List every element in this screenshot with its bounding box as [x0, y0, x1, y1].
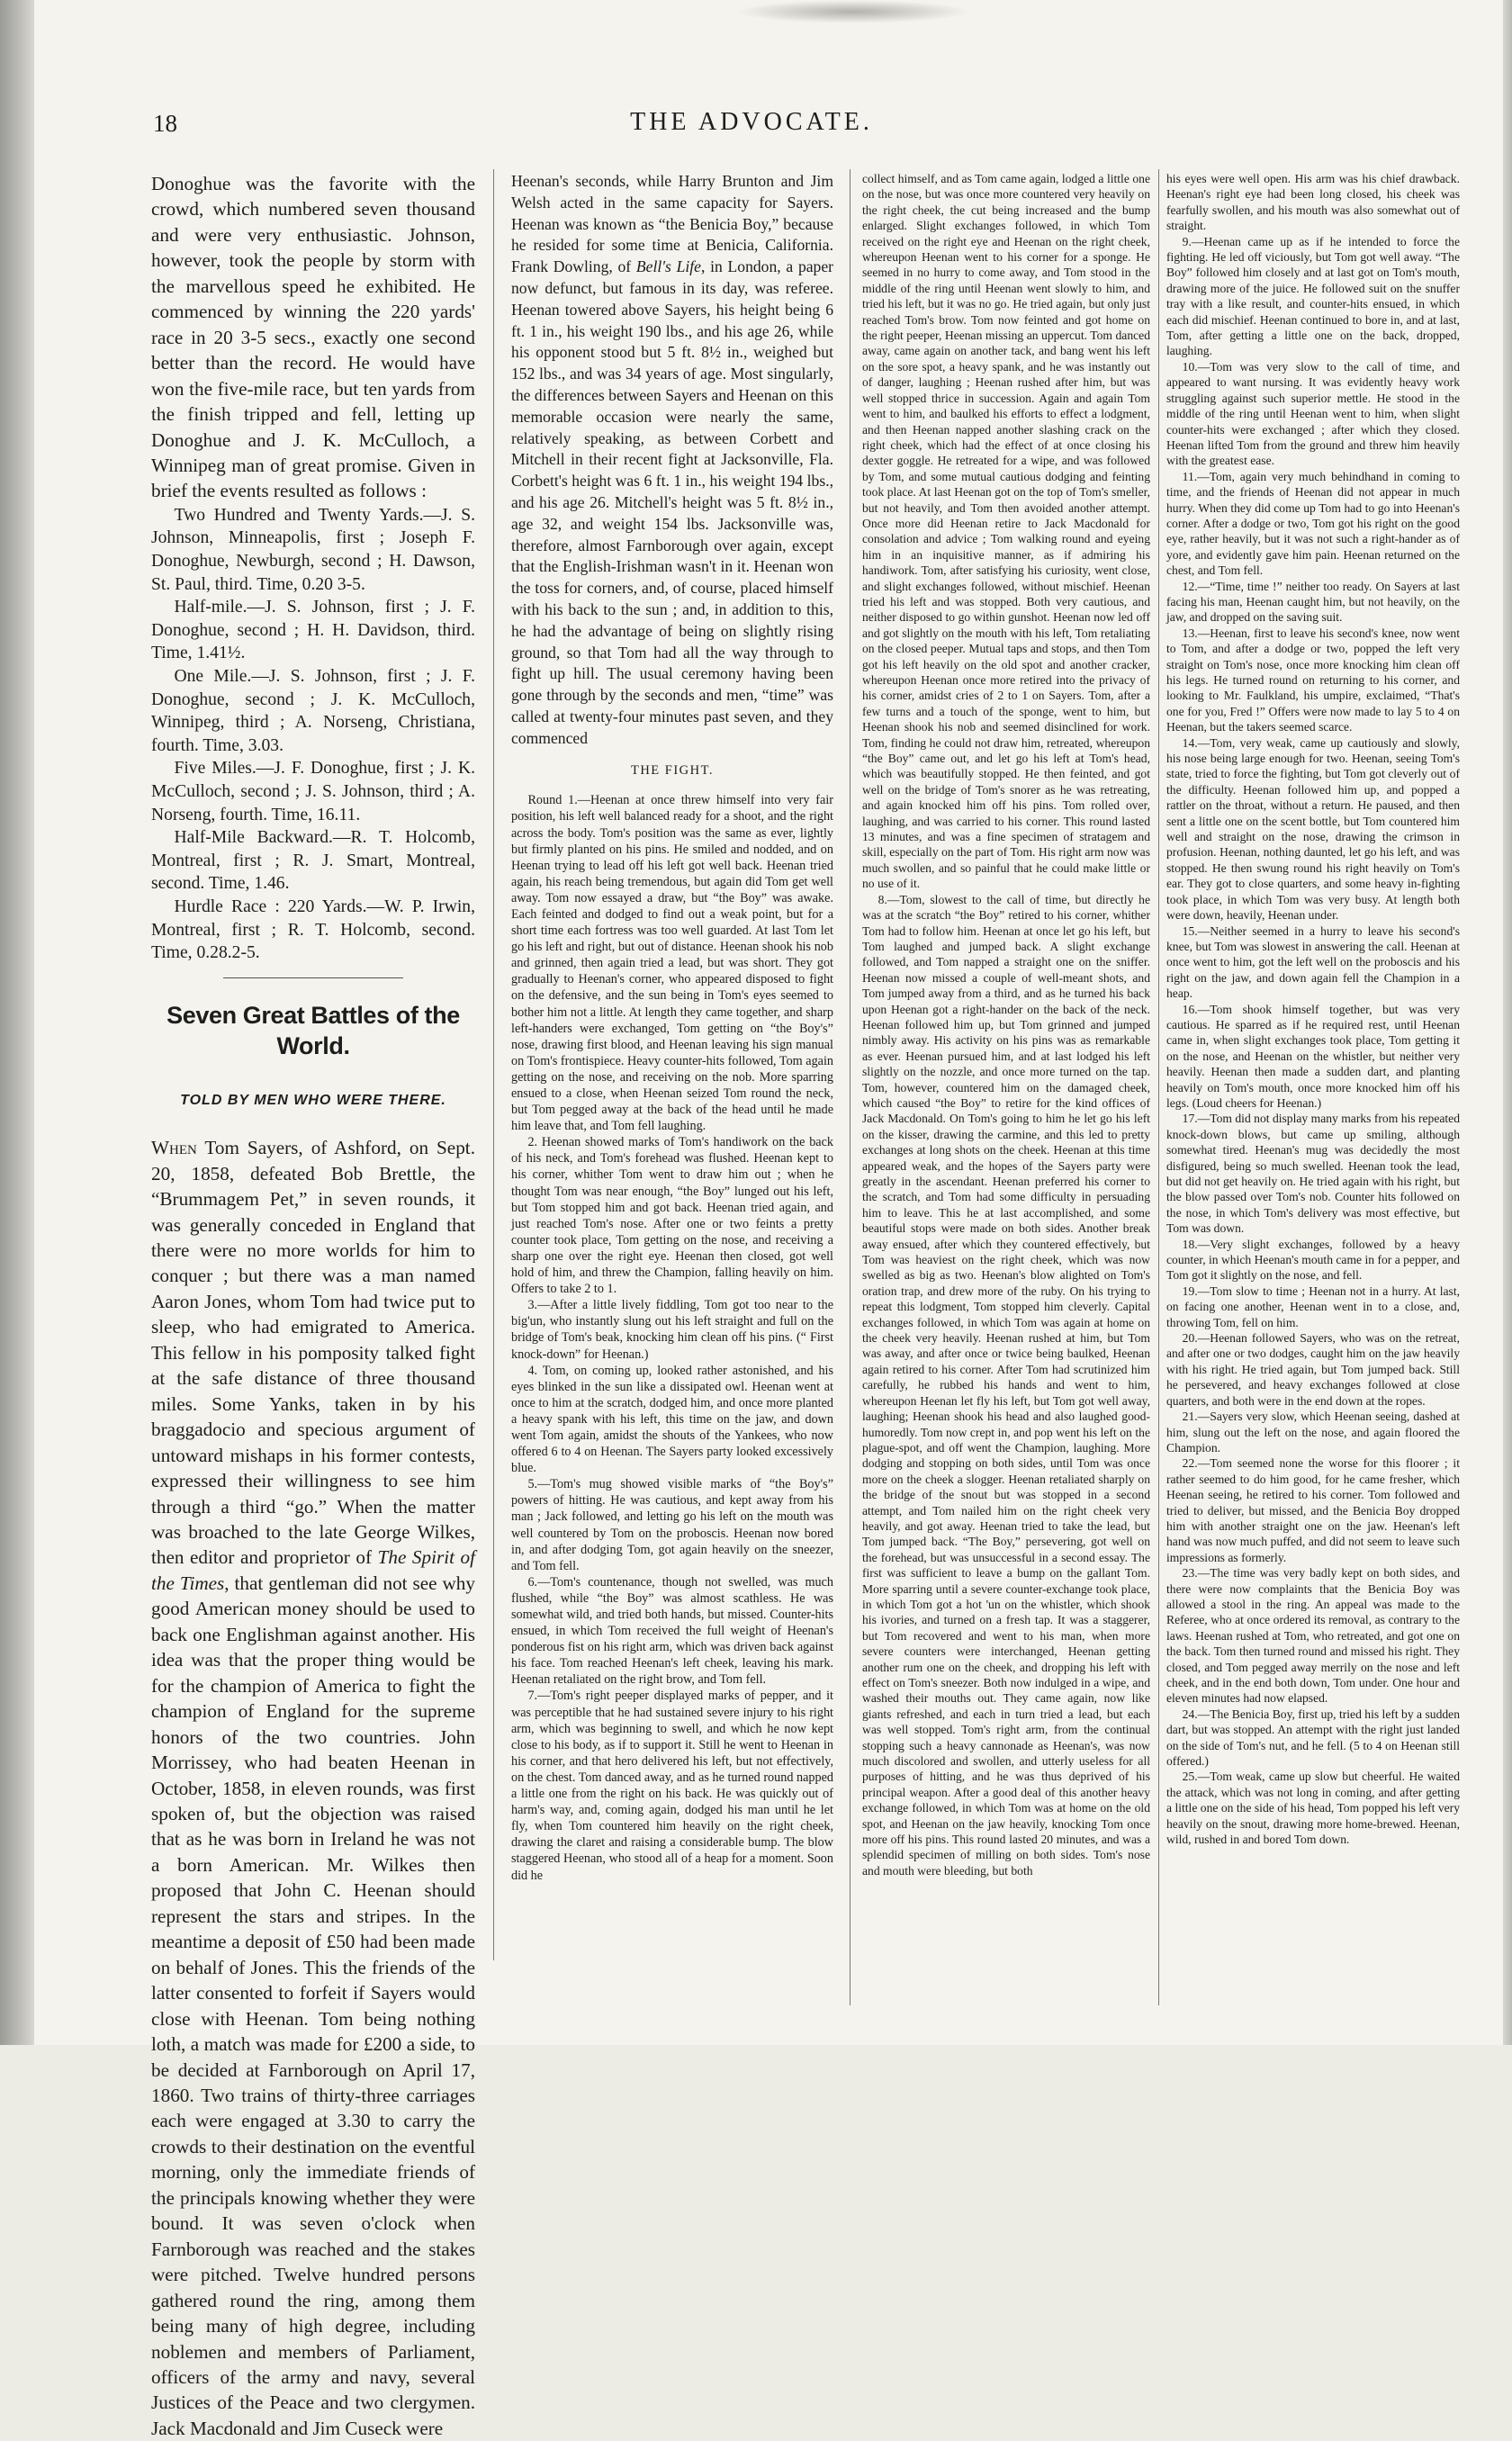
rounds-block — [511, 792, 833, 1883]
round-paragraph: 4. Tom, on coming up, looked rather astonished, and his eyes blinked in the sun like a dissipated owl. Heenan went at once to him at the scratch, dodged him, and once more planted a heavy spank with his left, this time on the jaw, and down went Tom again, amidst the shouts of the Yankees, who now offered 6 to 4 on Heenan. The Sayers party looked excessively blue. — [511, 1363, 833, 1476]
column-2 — [511, 171, 833, 2016]
binding-shadow — [0, 0, 34, 2045]
round-paragraph: 11.—Tom, again very much behindhand in coming to time, and the friends of Heenan did not appear in much hurry. When they did come up Tom had to go into Heenan's corner. After a dodge or two, Tom got his right on the good eye, rather heavily, but it was not such a right-hander as of yore, and evidently gave him pain. Heenan returned on the chest, and Tom fell. — [1166, 469, 1460, 578]
column-3 — [862, 171, 1150, 2016]
round-paragraph: 24.—The Benicia Boy, first up, tried his left by a sudden dart, but was stopped. An attempt with the right just landed on the side of Tom's nut, and he fell. (5 to 4 on Heenan still offered.) — [1166, 1707, 1460, 1769]
article-headline: Seven Great Battles of the World. — [166, 1001, 460, 1059]
round-paragraph: Round 1.—Heenan at once threw himself into very fair position, his left well balanced ready for a shoot, and the right across the body. Tom's position was the same as ever, lightly but firmly planted on his pins. He smiled and nodded, and on Heenan trying to lead off his left got well back. Heenan tried again, his reach being tremendous, but again did Tom get well away. Tom now essayed a draw, but “the Boy” was awake. Each feinted and dodged to find out a weak point, but for a short time each fortress was too well guarded. At last Tom let go his left and right, but out of distance. Heenan shook his nob and grinned, then again tried a lead, but was short. They got gradually to Heenan's corner, who appeared disposed to fight on the defensive, and the sun being in Tom's eyes seemed to bother him not a little. At length they came together, and sharp left-handers were exchanged, Tom getting on “the Boy's” nose, drawing first blood, and Heenan leaving his sign manual on Tom's frontispiece. Heavy counter-hits followed, Tom again getting on the nose, and receiving on the nob. More sparring ensued to a close, when Heenan seized Tom round the neck, but Tom pegged away at the back of the head until he made him leave that, and Tom fell laughing. — [511, 793, 833, 1134]
result-entry: Half-Mile Backward.—R. T. Holcomb, Montreal, first ; R. J. Smart, Montreal, second. Time, 1.46. — [151, 828, 475, 894]
round-paragraph: 15.—Neither seemed in a hurry to leave his second's knee, but Tom was slowest in answering the call. Heenan at once went to him, got the left well on the proboscis and his right on the jaw, and down again fell the Champion in a heap. — [1166, 923, 1460, 1001]
running-title: THE ADVOCATE. — [630, 108, 873, 136]
round-paragraph: 25.—Tom weak, came up slow but cheerful. He waited the attack, which was not long in coming, and after getting a little one on the side of his head, Tom popped his left very heavily on the snout, drawing more home-brewed. Heenan, wild, rushed in and bored Tom down. — [1166, 1770, 1460, 1847]
intro-text-continued: , in London, a paper now defunct, but famous in its day, was referee. Heenan towered above Sayers, his height being 6 ft. 1 in., his weight 190 lbs., and his age 26, while his opponent stood but 5 ft. 8½ in., weighed but 152 lbs., and was 34 years of age. Most singularly, the differences between Sayers and Heenan on this memorable occasion were nearly the same, relatively speaking, as between Corbett and Mitchell in their recent fight at Jacksonville, Fla. Corbett's height was 6 ft. 1 in., his weight 194 lbs., and his age 26. Mitchell's height was 5 ft. 8½ in., age 32, and weight 154 lbs. Jacksonville was, therefore, almost Farnborough over again, except that the English-Irishman wasn't in it. Heenan won the toss for corners, and, of course, placed himself with his back to the sun ; and, in addition to this, he had the advantage of being on slightly rising ground, so that Tom had all the way through to fight up hill. The usual ceremony having been gone through by the seconds and men, “time” was called at twenty-four minutes past seven, and they commenced — [511, 257, 834, 747]
result-entry: Hurdle Race : 220 Yards.—W. P. Irwin, Montreal, first ; R. T. Holcomb, second. Time, 0.28.2-5. — [151, 896, 475, 963]
round-paragraph: 5.—Tom's mug showed visible marks of “the Boy's” powers of hitting. He was cautious, and kept away from his man ; Jack followed, and letting go his left on the mouth was well countered by Tom on the proboscis. Heenan now bored in, and after dodging Tom, got again heavily on the sneezer, and Tom fell. — [511, 1477, 833, 1573]
article-paragraph — [511, 171, 833, 750]
page-number: 18 — [153, 110, 177, 137]
round-paragraph: 9.—Heenan came up as if he intended to force the fighting. He led off viciously, but Tom got well away. “The Boy” followed him closely and at last got on Tom's mouth, drawing more of the juice. He followed suit on the snuffer tray with a like result, and counter-hits ensued, in which each did mischief. Heenan continued to bore in, and at last, Tom, after getting a little one on the back, dropped, laughing. — [1166, 234, 1460, 358]
round-paragraph: 7.—Tom's right peeper displayed marks of pepper, and it was perceptible that he had sustained severe injury to his right arm, which was beginning to swell, and which he now kept close to his body, as if to support it. Still he went to Heenan in his corner, and that hero delivered his left, but not effectively, on the chest. Tom danced away, and as he turned round napped a little one from the right on his back. He was quickly out of harm's way, and, coming again, dodged his man until he let fly, when Tom countered him heavily on the right cheek, drawing the claret and raising a considerable bump. The blow staggered Heenan, who stood all of a heap for a moment. Soon did he — [511, 1689, 833, 1883]
round-paragraph: his eyes were well open. His arm was his chief drawback. Heenan's right eye had been long closed, his cheek was fearfully swollen, and his mouth was also somewhat out of straight. — [1166, 172, 1460, 233]
round-paragraph: 14.—Tom, very weak, came up cautiously and slowly, his nose being large enough for two. Heenan, seeing Tom's state, tried to force the fighting, but Tom got cleverly out of the difficulty. Heenan followed him up, and popped a rattler on the throat, without a return. He paused, and then sent a little one on the scent bottle, but Tom countered him well and straight on the nose, drawing the crimson in profusion. Heenan, nothing daunted, let go his left, and was stopped. He then swung round his right heavily on Tom's ear. They got to close quarters, and some heavy in-fighting took place, in which Tom was very busy. At length both were down, heavily, Heenan under. — [1166, 735, 1460, 923]
round-paragraph: 3.—After a little lively fiddling, Tom got too near to the big'un, who instantly slung out his left straight and full on the bridge of Tom's beak, knocking him clean off his pins. (“ First knock-down” for Heenan.) — [511, 1298, 833, 1362]
round-paragraph: 23.—The time was very badly kept on both sides, and there were now complaints that the Benicia Boy was allowed a stool in the ring. An appeal was made to the Referee, who at once ordered its removal, as contrary to the laws. Heenan rushed at Tom, who retreated, and got one on the back. Tom then turned round and missed his right. They closed, and Tom pegged away merrily on the nose and left cheek, and in the end both down, Tom under. One hour and eleven minutes had now elapsed. — [1166, 1566, 1460, 1706]
publication-title: The Spirit of the Times — [151, 1546, 475, 1594]
column-rule — [493, 169, 494, 1960]
round-paragraph: 6.—Tom's countenance, though not swelled, was much flushed, while “the Boy” was almost scathless. He was somewhat wild, and tried both hands, but missed. Counter-hits ensued, in which Tom received the full weight of Heenan's ponderous fist on his right arm, which was driven back against his face. Tom reached Heenan's left cheek, leaving his mark. Heenan retaliated on the right brow, and Tom fell. — [511, 1574, 833, 1688]
round-paragraph: collect himself, and as Tom came again, lodged a little one on the nose, but was once more countered very heavily on the right cheek, the cut being increased and the bump enlarged. Slight exchanges followed, in which Tom received on the right eye and Heenan on the right cheek, whereupon Heenan went to his corner for a sponge. He seemed in no hurry to come away, and Tom stood in the middle of the ring until Heenan went slowly to him, and tried his left, but it was no go. He tried again, but only just reached Tom's brow. Tom now feinted and got home on the right peeper, Heenan missing an uppercut. Tom danced away, came again on another tack, and bang went his left on the sore spot, a heavy spank, and he was instantly out of danger, laughing ; Heenan rushed after him, but was well stopped thrice in succession. Again and again Tom went to him, and baulked his efforts to effect a lodgment, and then Heenan napped another slashing crack on the right cheek, which had the effect of at once closing his dexter goggle. He retreated for a wipe, and was followed by Tom, and some mutual cautious dodging and feinting took place. At last Heenan got on the top of Tom's smeller, but not heavily, and Tom then avoided another attempt. Once more did Heenan retire to Jack Macdonald for consolation and advice ; Tom walking round and eyeing him in an inquisitive manner, as if admiring his handiwork. Tom, after satisfying his curiosity, went close, and slight exchanges followed, without mischief. Heenan tried his left and was stopped. Both very cautious, and neither disposed to go within gunshot. Heenan now led off and got slightly on the mouth with his left, Tom retaliating on the closed peeper. Mutual taps and stops, and then Tom got his left heavily on the old spot and another cracker, whereupon Heenan once more retired into the privacy of his corner, amidst cries of 2 to 1 on Sayers. Tom, after a few turns and a touch of the sponge, went to him, but Heenan shook his nob and seemed disinclined for work. Tom, finding he could not draw him, retreated, whereupon “the Boy” came out, and let go his left at Tom's head, which was beautifully stopped. He then feinted, and got well on the bridge of Tom's snorer as he was retreating, and again knocked him off his pins. Tom rolled over, laughing, and was carried to his corner. This round lasted 13 minutes, and was a fine specimen of stratagem and skill, especially on the part of Tom. His right arm now was much swollen, and so painful that he could make little or no use of it. — [862, 172, 1150, 891]
lead-text-continued: , that gentleman did not see why good American money should be used to back one Englishman against another. His idea was that the proper thing would be for the champion of America to fight the champion of England for the supreme honors of the two countries. John Morrissey, who had beaten Heenan in October, 1858, in eleven rounds, was first spoken of, but the objection was raised that as he was born in Ireland he was not a born American. Mr. Wilkes then proposed that John C. Heenan should represent the stars and stripes. In the meantime a deposit of £50 had been made on behalf of Jones. This the friends of the latter consented to forfeit if Sayers would close with Heenan. Tom being nothing loth, a match was made for £200 a side, to be decided at Farnborough on April 17, 1860. Two trains of thirty-three carriages each were engaged at 3.30 to carry the crowds to their destination on the eventful morning, only the immediate friends of the principals knowing whether they were bound. It was seven o'clock when Farnborough was reached and the stakes were pitched. Twelve hundred persons gathered round the ring, among them being many of high degree, including noblemen and members of Parliament, officers of the army and navy, several Justices of the Peace and two clergymen. Jack Macdonald and Jim Cuseck were — [151, 1572, 475, 2439]
column-rule — [1158, 169, 1159, 2005]
round-paragraph: 10.—Tom was very slow to the call of time, and appeared to want nursing. It was evidently heavy work struggling against such superior mettle. He stood in the middle of the ring until Heenan went to him, when slight counter-hits were exchanged ; after which they closed. Heenan lifted Tom from the ground and threw him heavily with the greatest ease. — [1166, 359, 1460, 468]
round-paragraph: 22.—Tom seemed none the worse for this floorer ; it rather seemed to do him good, for he came fresher, which Heenan seeing, he retired to his corner. Tom followed and tried to deliver, but missed, and the Benicia Boy dropped him with another straight one on the jaw. Heenan's left hand was now much puffed, and did not seem to leave such impressions as formerly. — [1166, 1456, 1460, 1564]
intro-text: Heenan's seconds, while Harry Brunton and Jim Welsh acted in the same capacity for Sayers. Heenan was known as “the Benicia Boy,” because he resided for some time at Benicia, California. Frank Dowling, of — [511, 172, 833, 276]
round-paragraph: 12.—“Time, time !” neither too ready. On Sayers at last facing his man, Heenan caught him, but not heavily, on the jaw, and dropped on the saving suit. — [1166, 579, 1460, 625]
result-entry: Five Miles.—J. F. Donoghue, first ; J. K. McCulloch, second ; J. S. Johnson, third ; A. Norseng, fourth. Time, 16.11. — [151, 759, 475, 824]
result-entry: One Mile.—J. S. Johnson, first ; J. F. Donoghue, second ; J. K. McCulloch, Winnipeg, third ; A. Norseng, Christiana, fourth. Time, 3.03. — [151, 667, 475, 755]
column-1 — [151, 171, 475, 2439]
round-paragraph: 20.—Heenan followed Sayers, who was on the retreat, and after one or two dodges, caught him on the jaw heavily with his right. He tried again, but Tom jumped back. Still he persevered, and heavy exchanges followed at close quarters, and both were in the end down at the ropes. — [1166, 1331, 1460, 1408]
scan-smudge — [736, 0, 970, 23]
page-header — [153, 106, 1350, 142]
section-heading: THE FIGHT. — [630, 762, 715, 778]
result-entry: Half-mile.—J. S. Johnson, first ; J. F. Donoghue, second ; H. H. Davidson, third. Time, 1.41½. — [151, 598, 475, 663]
round-paragraph: 21.—Sayers very slow, which Heenan seeing, dashed at him, slung out the left on the nose, and again floored the Champion. — [1166, 1410, 1460, 1455]
result-entry: Two Hundred and Twenty Yards.—J. S. Johnson, Minneapolis, first ; Joseph F. Donoghue, Newburgh, second ; H. Dawson, St. Paul, third. Time, 0.20 3-5. — [151, 505, 475, 594]
round-paragraph: 13.—Heenan, first to leave his second's knee, now went to Tom, and after a dodge or two, popped the left very straight on Tom's nose, once more knocking him clean off his legs. He turned round on returning to his corner, and looking to Mr. Faulkland, his umpire, exclaimed, “That's one for you, Fred !” Offers were now made to lay 5 to 4 on Heenan, but the takers seemed scarce. — [1166, 626, 1460, 734]
lead-text: Tom Sayers, of Ashford, on Sept. 20, 1858, defeated Bob Brettle, the “Brummagem Pet,” in seven rounds, it was generally conceded in England that there were no more worlds for him to conquer ; but there was a man named Aaron Jones, whom Tom had twice put to sleep, who had emigrated to America. This fellow in his pomposity talked fight at the safe distance of three thousand miles. Some Yanks, taken in by his braggadocio and specious argument of untoward mishaps in his former contests, expressed their willingness to see him through a third “go.” When the matter was broached to the late George Wilkes, then editor and proprietor of — [151, 1137, 475, 1569]
lead-word: When — [151, 1137, 197, 1159]
round-paragraph: 18.—Very slight exchanges, followed by a heavy counter, in which Heenan's mouth came in for a pepper, and Tom got it slightly on the nose, and fell. — [1166, 1237, 1460, 1283]
article-deck: TOLD BY MEN WHO WERE THERE. — [180, 1092, 446, 1108]
page-edge — [1503, 0, 1512, 2045]
round-paragraph: 19.—Tom slow to time ; Heenan not in a hurry. At last, on facing one another, Heenan went in to a close, and, throwing Tom, fell on him. — [1166, 1284, 1460, 1329]
article-paragraph: Donoghue was the favorite with the crowd, which numbered seven thousand and were very enthusiastic. Johnson, however, took the people by storm with the marvellous speed he exhibited. He commenced by winning the 220 yards' race in 20 3-5 secs., exactly one second better than the record. He would have won the five-mile race, but ten yards from the finish tripped and fell, letting up Donoghue and J. K. McCulloch, a Winnipeg man of great promise. Given in brief the events resulted as follows : — [151, 173, 475, 502]
round-paragraph: 2. Heenan showed marks of Tom's handiwork on the back of his neck, and Tom's forehead was flushed. Heenan kept to his corner, whither Tom went to draw him out ; when he thought Tom was near enough, “the Boy” lunged out his left, but Tom stopped him and got back. Heenan tried again, and just reached Tom's nose. After one or two feints a pretty counter took place, Tom getting on the nose, and receiving a sharp one over the right eye. Heenan then closed, got well hold of him, and threw the Champion, falling heavily on him. Offers to take 2 to 1. — [511, 1135, 833, 1297]
round-paragraph: 16.—Tom shook himself together, but was very cautious. He sparred as if he required rest, until Heenan came in, when slight exchanges took place, Tom getting it on the nose, and Heenan on the whistler, but neither very heavily. Heenan then made a sudden dart, and planting heavily on Tom's mouth, once more knocked him off his legs. (Loud cheers for Heenan.) — [1166, 1002, 1460, 1110]
section-divider — [223, 977, 403, 978]
article-lead-paragraph — [151, 1135, 475, 2441]
results-list — [151, 504, 475, 965]
round-paragraph: 8.—Tom, slowest to the call of time, but directly he was at the scratch “the Boy” retired to his corner, whither Tom had to follow him. Heenan at once let go his left, but Tom laughed and jumped back. A slight exchange followed, and Tom napped a straight one on the sniffer. Heenan now missed a couple of well-meant shots, and Tom jumped away from a third, and as he turned his back upon Heenan got a right-hander on the back of the neck. Heenan followed him up, but Tom grinned and jumped nimbly away. His activity on his pins was as remarkable as ever. Heenan pursued him, and at last lodged his left slightly on the nozzle, and once more turned on the tap. Tom, however, countered him on the damaged cheek, which caused “the Boy” to retire for the kind offices of Jack Macdonald. On Tom's going to him he let go his left on the kisser, drawing the carmine, and this led to pretty exchanges at long shots on the cheek. Heenan at this time appeared weak, and the hopes of the Sayers party were greatly in the ascendant. Heenan preferred his corner to the scratch, and Tom had some difficulty in persuading him to leave. This he at last accomplished, and some beautiful stops were made on both sides. Another break away ensued, after which they countered effectively, but Tom was heaviest on the right cheek, which was now swelled as big as two. Heenan's blow alighted on Tom's oration trap, and drew more of the ruby. On his trying to repeat this lodgment, Tom stopped him cleverly. Capital exchanges followed, in which Tom was again at home on the cheek very heavily. Heenan rushed at him, but Tom was away, and after once or twice being baulked, Heenan again retired to his corner. After Tom had scrutinized him carefully, he rubbed his hands and went to him, whereupon Heenan let fly his left, but Tom got well away, laughing; Heenan shook his head and also laughed good-humoredly. Tom now crept in, and pop went his left on the plague-spot, and off went the Champion, laughing. More dodging and stopping on both sides, until Tom was once more on the cheek a slogger. Heenan retaliated sharply on the bridge of the snout but was stopped in a second attempt, and Tom nailed him on the right cheek very heavily, and got away. Heenan tried to take the lead, but Tom jumped back. “The Boy,” persevering, got well on the forehead, but was unsuccessful in a second essay. The first was sufficient to leave a bump on the gallant Tom. More sparring until a severe counter-exchange took place, in which Tom got a hot 'un on the whistler, which shook his ivories, and turned on a fresh tap. It was a staggerer, but Tom recovered and went to his man, when more severe counters were interchanged, Heenan getting another rum one on the cheek, and dropping his left with effect on Tom's sneezer. Both now indulged in a wipe, and washed their mouths out. They came again, now like giants refreshed, and each in turn tried a lead, but each was well stopped. Tom's right arm, from the continual stopping such a heavy cannonade as Heenan's, was now much discolored and swollen, and utterly useless for all purposes of hitting, and he was thus deprived of his principal weapon. After a good deal of this another heavy exchange followed, in which Tom was at home on the old spot, and Heenan on the jaw heavily, knocking Tom once more off his pins. This round lasted 20 minutes, and was a splendid specimen of milling on both sides. Tom's nose and mouth were bleeding, but both — [862, 892, 1150, 1878]
round-paragraph: 17.—Tom did not display many marks from his repeated knock-down blows, but came up smiling, although somewhat tired. Heenan's mug was decidedly the most disfigured, being so much swelled. Heenan took the lead, but did not get heavily on. He tried again with his right, but the blow passed over Tom's nob. Counter hits followed on the nose, in which Tom's delivery was most effective, but Tom was down. — [1166, 1112, 1460, 1236]
publication-title: Bell's Life — [635, 257, 701, 276]
column-4 — [1166, 171, 1460, 2016]
